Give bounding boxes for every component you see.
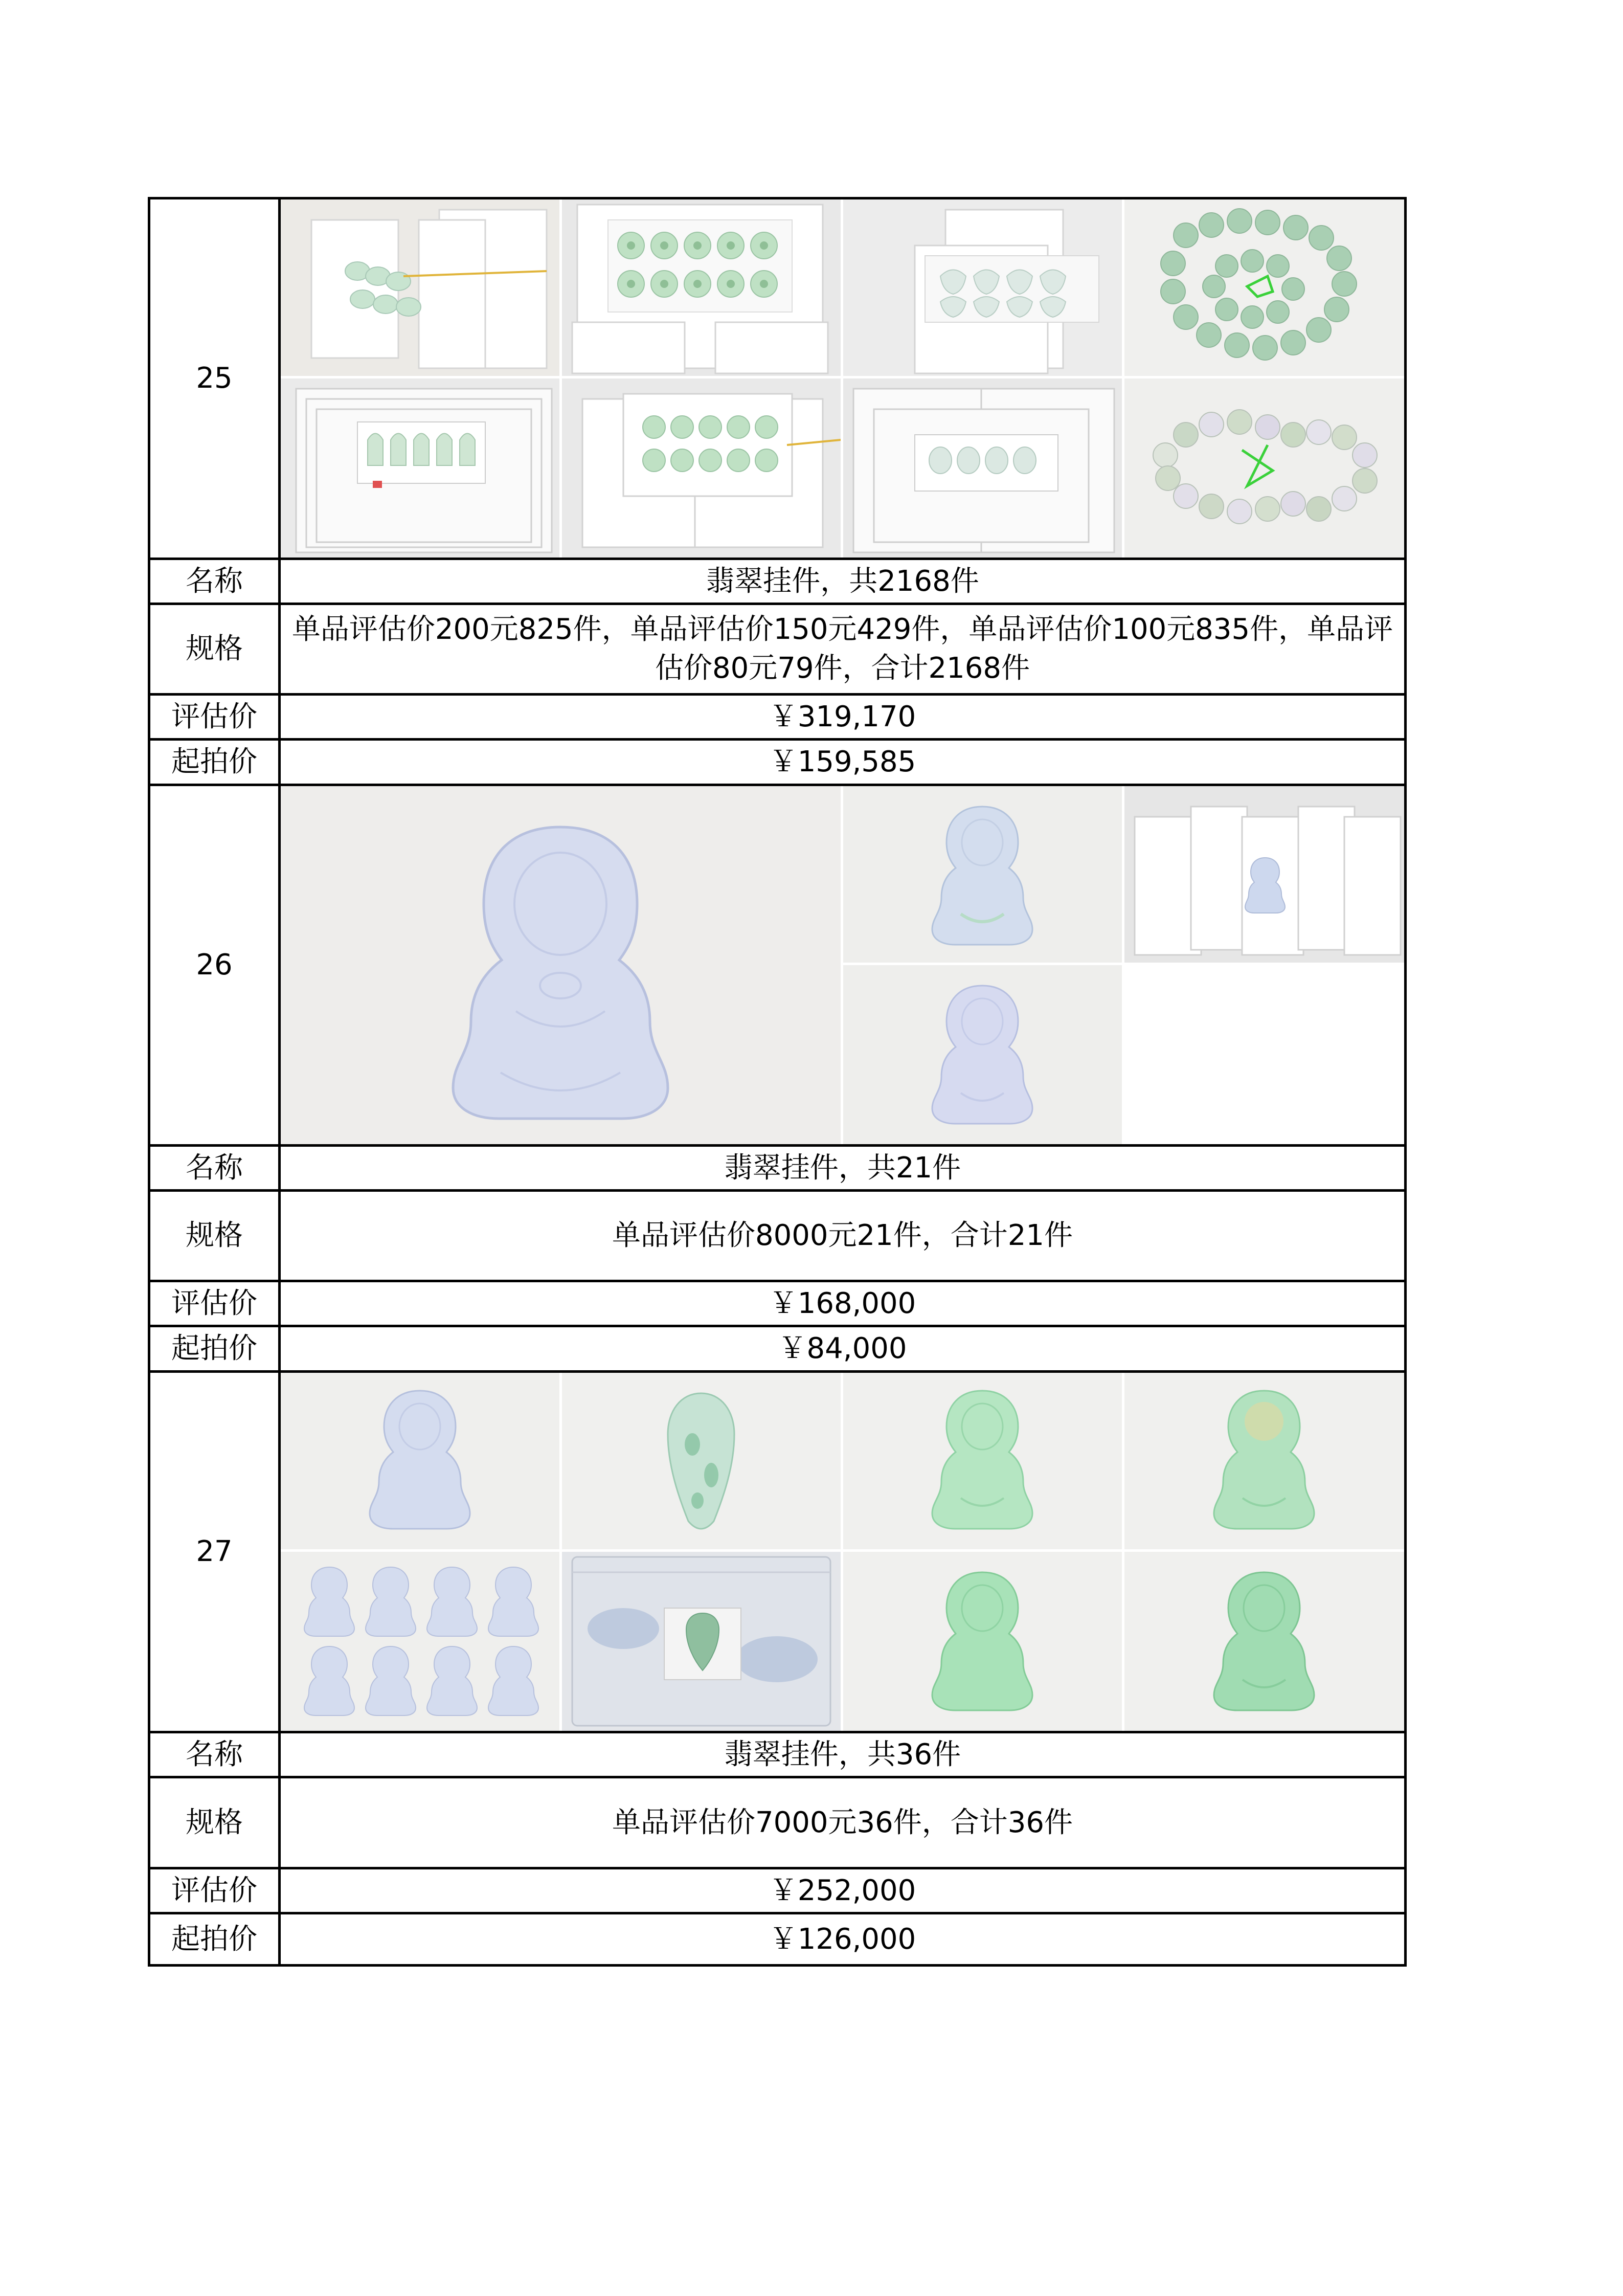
lot27-photo-4	[1124, 1373, 1404, 1549]
lot27-photo-1	[281, 1373, 559, 1549]
lot25-photo-4	[1124, 199, 1404, 376]
lot27-photo-7	[843, 1552, 1122, 1731]
start-price-label: 起拍价	[171, 745, 257, 779]
lot-start-price: ￥84,000	[778, 1332, 907, 1366]
name-label: 名称	[186, 564, 243, 598]
lot26-photo-1	[281, 786, 841, 1144]
lot25-photo-5	[281, 378, 559, 558]
lot-name: 翡翠挂件，共2168件	[706, 564, 979, 598]
lot27-photo-8	[1124, 1552, 1404, 1731]
lot-number: 27	[196, 1535, 233, 1569]
start-price-label: 起拍价	[171, 1922, 257, 1956]
lot27-photo-6	[562, 1552, 841, 1731]
lot-valuation: ￥319,170	[769, 700, 916, 733]
spec-label: 规格	[186, 632, 243, 666]
lot-number: 26	[196, 948, 233, 982]
lot25-photo-3	[843, 199, 1122, 376]
lot-valuation: ￥168,000	[769, 1286, 916, 1320]
lot-spec: 单品评估价8000元21件，合计21件	[612, 1219, 1073, 1253]
valuation-label: 评估价	[171, 1874, 257, 1907]
lot26-photo-3	[1124, 786, 1404, 963]
lot26-photo-4	[843, 965, 1122, 1144]
lot27-photo-3	[843, 1373, 1122, 1549]
valuation-label: 评估价	[171, 700, 257, 733]
auction-lot-table	[148, 197, 1407, 1967]
start-price-label: 起拍价	[171, 1332, 257, 1366]
lot25-photo-7	[843, 378, 1122, 558]
lot-valuation: ￥252,000	[769, 1874, 916, 1907]
lot27-photo-5	[281, 1552, 559, 1731]
name-label: 名称	[186, 1151, 243, 1185]
lot-spec: 单品评估价200元825件，单品评估价150元429件，单品评估价100元835件，单品评估价80元79件，合计2168件	[291, 613, 1393, 685]
spec-label: 规格	[186, 1219, 243, 1253]
lot-start-price: ￥126,000	[769, 1922, 916, 1956]
lot-name: 翡翠挂件，共36件	[724, 1737, 961, 1771]
lot26-photo-2	[843, 786, 1122, 963]
spec-label: 规格	[186, 1805, 243, 1839]
lot-start-price: ￥159,585	[769, 745, 916, 779]
lot-number: 25	[196, 362, 233, 395]
lot-spec: 单品评估价7000元36件，合计36件	[612, 1805, 1073, 1839]
lot27-photo-2	[562, 1373, 841, 1549]
lot-name: 翡翠挂件，共21件	[724, 1151, 961, 1185]
valuation-label: 评估价	[171, 1286, 257, 1320]
lot25-photo-6	[562, 378, 841, 558]
lot25-photo-8	[1124, 378, 1404, 558]
lot25-photo-2	[562, 199, 841, 376]
lot25-photo-1	[281, 199, 559, 376]
name-label: 名称	[186, 1737, 243, 1771]
